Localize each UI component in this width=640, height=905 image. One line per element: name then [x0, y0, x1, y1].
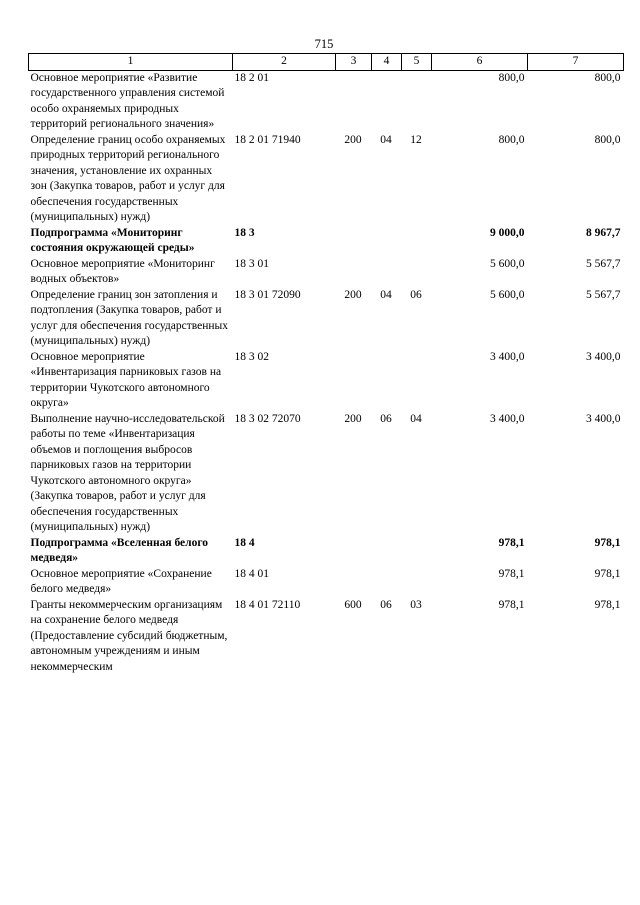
row-section-cell: [372, 70, 402, 133]
budget-table: [28, 53, 624, 675]
row-value-col6-cell: 978,1: [498, 598, 525, 611]
row-subsection-cell: 06: [410, 288, 422, 301]
column-header: 4: [372, 54, 402, 71]
row-code-cell: 18 4 01 72110: [234, 598, 301, 611]
row-expense-type-cell: 200: [344, 412, 362, 425]
row-expense-type-cell: [336, 257, 372, 288]
row-subsection-cell: [402, 226, 432, 257]
column-header: 1: [29, 54, 233, 71]
table-row: [29, 598, 624, 676]
row-expense-type-cell: [336, 350, 372, 412]
row-value-col7-cell: 800,0: [594, 71, 621, 84]
page-number: 715: [314, 37, 334, 51]
row-value-col7-cell: 3 400,0: [586, 412, 621, 425]
row-subsection-cell: 12: [410, 133, 422, 146]
row-section-cell: 04: [380, 133, 392, 146]
row-name-cell: Подпрограмма «Вселенная белого медведя»: [30, 536, 209, 564]
row-section-cell: [372, 257, 402, 288]
row-expense-type-cell: [336, 536, 372, 567]
row-value-col6-cell: 3 400,0: [490, 412, 525, 425]
row-subsection-cell: [402, 567, 432, 598]
row-subsection-cell: [402, 536, 432, 567]
row-code-cell: 18 4 01: [234, 567, 269, 580]
row-value-col6-cell: 800,0: [498, 71, 525, 84]
row-value-col6-cell: 5 600,0: [490, 257, 525, 270]
row-name-cell: Основное мероприятие «Развитие государственного управления системой особо охраняемых природных территорий регионального значения»: [30, 71, 225, 130]
row-expense-type-cell: 600: [344, 598, 362, 611]
table-row: [29, 567, 624, 598]
column-header: 6: [432, 54, 528, 71]
row-value-col7-cell: 8 967,7: [586, 226, 621, 239]
row-value-col6-cell: 5 600,0: [490, 288, 525, 301]
row-name-cell: Определение границ зон затопления и подтопления (Закупка товаров, работ и услуг для обеспечения государственных (муниципальных) нужд): [30, 288, 228, 347]
row-code-cell: 18 4: [234, 536, 255, 549]
row-value-col7-cell: 978,1: [594, 598, 621, 611]
row-subsection-cell: [402, 70, 432, 133]
row-subsection-cell: [402, 350, 432, 412]
table-row: [29, 536, 624, 567]
column-header: 2: [233, 54, 336, 71]
row-value-col6-cell: 978,1: [498, 567, 525, 580]
row-value-col7-cell: 978,1: [594, 567, 621, 580]
row-name-cell: Основное мероприятие «Инвентаризация парниковых газов на территории Чукотского автономного округа»: [30, 350, 222, 409]
row-name-cell: Гранты некоммерческим организациям на сохранение белого медведя (Предоставление субсидий бюджетным, автономным учреждениям и иным некоммерческим: [30, 598, 228, 673]
row-expense-type-cell: 200: [344, 133, 362, 146]
row-value-col6-cell: 978,1: [498, 536, 525, 549]
row-subsection-cell: [402, 257, 432, 288]
row-section-cell: 06: [380, 598, 392, 611]
row-expense-type-cell: 200: [344, 288, 362, 301]
row-subsection-cell: 04: [410, 412, 422, 425]
row-section-cell: [372, 536, 402, 567]
row-section-cell: [372, 350, 402, 412]
row-name-cell: Подпрограмма «Мониторинг состояния окружающей среды»: [30, 226, 195, 254]
table-row: [29, 257, 624, 288]
row-expense-type-cell: [336, 226, 372, 257]
header-row: [29, 54, 624, 71]
row-value-col6-cell: 3 400,0: [490, 350, 525, 363]
row-expense-type-cell: [336, 567, 372, 598]
row-value-col6-cell: 9 000,0: [490, 226, 525, 239]
row-value-col7-cell: 5 567,7: [586, 257, 621, 270]
row-name-cell: Выполнение научно-исследовательской работы по теме «Инвентаризация объемов и поглощения выбросов парниковых газов на территории Чукотского автономного округа» (Закупка товаров, работ и услуг для обеспечения государственных (муниципальных) нужд): [30, 412, 225, 533]
column-header: 7: [528, 54, 624, 71]
row-code-cell: 18 2 01 71940: [234, 133, 301, 146]
column-header: 3: [336, 54, 372, 71]
row-value-col7-cell: 3 400,0: [586, 350, 621, 363]
row-expense-type-cell: [336, 70, 372, 133]
row-value-col6-cell: 800,0: [498, 133, 525, 146]
column-header: 5: [402, 54, 432, 71]
row-name-cell: Основное мероприятие «Сохранение белого медведя»: [30, 567, 212, 595]
table-row: [29, 133, 624, 226]
row-code-cell: 18 3 01 72090: [234, 288, 301, 301]
table-row: [29, 70, 624, 133]
row-code-cell: 18 3 02: [234, 350, 269, 363]
row-name-cell: Определение границ особо охраняемых природных территорий регионального значения, установление их охранных зон (Закупка товаров, работ и услуг для обеспечения государственных (муниципальных) нужд): [30, 133, 226, 223]
row-section-cell: [372, 226, 402, 257]
row-subsection-cell: 03: [410, 598, 422, 611]
row-code-cell: 18 3 01: [234, 257, 269, 270]
row-value-col7-cell: 978,1: [594, 536, 621, 549]
table-row: [29, 288, 624, 350]
table-row: [29, 226, 624, 257]
row-value-col7-cell: 5 567,7: [586, 288, 621, 301]
row-code-cell: 18 3 02 72070: [234, 412, 301, 425]
table-row: [29, 412, 624, 536]
row-code-cell: 18 2 01: [234, 71, 269, 84]
row-code-cell: 18 3: [234, 226, 255, 239]
row-value-col7-cell: 800,0: [594, 133, 621, 146]
row-section-cell: 04: [380, 288, 392, 301]
row-section-cell: [372, 567, 402, 598]
row-section-cell: 06: [380, 412, 392, 425]
row-name-cell: Основное мероприятие «Мониторинг водных объектов»: [30, 257, 215, 285]
table-row: [29, 350, 624, 412]
